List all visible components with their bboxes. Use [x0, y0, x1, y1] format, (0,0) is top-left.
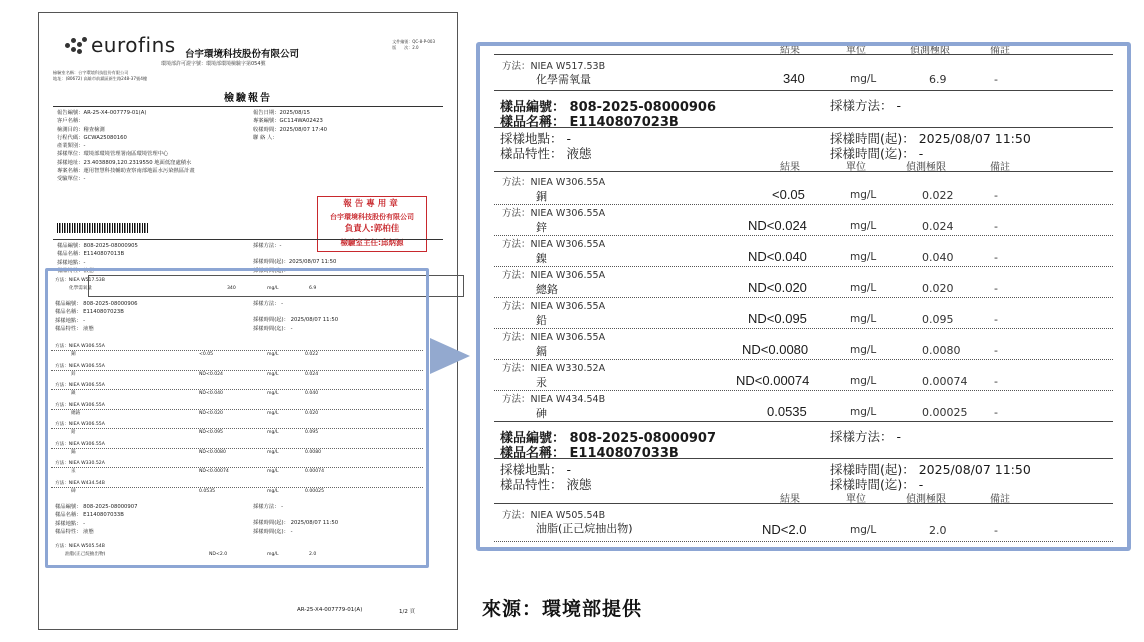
cod-item: 化學需氧量 [536, 73, 591, 86]
row-result: ND<0.020 [748, 280, 807, 295]
row-item: 鎳 [536, 252, 547, 265]
mini-row-result: <0.05 [199, 352, 214, 357]
mini-row-limit: 0.020 [305, 410, 319, 416]
doc-number: 文件編號：QC-8-P-003 版 次：2.0 [392, 39, 435, 50]
mini-sample-905: 樣品編號：808-2025-08000905 樣品名稱：E1140807013B 採樣地點：- 樣品特性：液態 [57, 243, 138, 274]
row-note: - [994, 282, 998, 295]
logo-dots-icon [65, 36, 87, 54]
report-page: eurofins 台宇環境科技股份有限公司 環境部許可證字號：環境部環境檢驗字第054號 文件編號：QC-8-P-003 版 次：2.0 檢驗室名稱：台宇環境科技股份有限公司 地址：(80672) 高雄市前鎮區新生路248-37號4樓 檢驗報告 報告編號：AR-25-X4-007779-01(A) 客戶名稱： 檢測目的：稽查檢測 行程代碼：GCWA25080160 產業類別：- 採樣單位：環境部環境管理署南區環境管理中心 採樣地址：23.4038809,120.2319550 地面低窪處積水 專案名稱：運用智慧科技輔助查察南部地區水污染熱區計畫 受驗單位：- 報告日期：2025/08/15 專案編號：GC114WA02423 收樣時間：2025/08/07 17:40 聯 絡 人： 報告專用章 台宇環境科技股份有限公司 負責人:郭柏佳 檢驗室主任:邱炳源 樣品編號：808-2025-08000905 樣品名稱：E1140807013B 採樣地點：- 樣品特性：液態 採樣方法：- 採樣時間(起)：2025/08/07 11:50 採樣時間(迄)：- 方法：NIEA W517.53B 化學需氧量 340 mg/L 6.9 樣品編號： 808-2025-08000906 樣品名稱： E1140807023B 採樣地點： - 樣品特性： 液態 採樣方法： - 採樣時間(起)： 2025/08/07 11:50 採樣時間(迄)： - 方法：NIEA W306.55A 銅 <0.05 mg/L 0.022 方法：NIEA W306.55A 鋅 ND<0.024 mg/L 0.024 方法：NIEA W306.55A 鎳 ND<0.040 mg/L 0.040 方法：NIEA W306.55A 總鉻 ND<0.020 mg/L 0.020 方法：NIEA W306.55A 鉛 ND<0.095 mg/L 0.095 方法：NIEA W306.55A 鎘 ND<0.0080 mg/L 0.0080 方法：NIEA W330.52A 汞 ND<0.00074 mg/L 0.00074 方法：NIEA W434.54B 砷 0.0535 mg/L 0.00025 樣品編號： 808-2025-08000907 樣品名稱： E1140807033B 採樣地點： - 樣品特性： 液態 採樣方法： - 採樣時間(起)： 2025/08/07 11:50 採樣時間(迄)： - 方法：NIEA W505.54B 油脂(正己烷抽出物) ND<2.0 mg/L 2.0 AR-25-X4-007779-01(A) 1/2 頁 [38, 12, 458, 630]
mini-row-limit: 0.095 [305, 430, 319, 435]
mini-row-method: 方法：NIEA W306.55A [55, 422, 105, 427]
row-limit: 0.0080 [922, 344, 961, 357]
lab-address: 檢驗室名稱：台宇環境科技股份有限公司 地址：(80672) 高雄市前鎮區新生路248-37號4樓 [53, 70, 148, 81]
row-method: 方法：NIEA W306.55A [502, 177, 606, 188]
row-result: ND<0.00074 [736, 373, 810, 388]
mini-cod: 方法：NIEA W517.53B 化學需氧量 [55, 278, 105, 292]
zoomed-section: 結果 單位 偵測極限 備註 方法：NIEA W517.53B 化學需氧量 340 mg/L 6.9 - 樣品編號： 808-2025-08000906 樣品名稱： E1140807023B 採樣方法： - 採樣地點： - 樣品特性： 液態 採樣時間(起)： 2025/08/07 11:50 採樣時間(迄)： - 結果 單位 偵測極限 備註 方法：NIEA W306.55A 銅 <0.05 mg/L 0.022 - 方法：NIEA W306.55A 鋅 ND<0.024 mg/L 0.024 - 方法：NIEA W306.55A 鎳 ND<0.040 mg/L 0.040 - 方法：NIEA W306.55A 總鉻 ND<0.020 mg/L 0.020 - 方法：NIEA W306.55A 鉛 ND<0.095 mg/L 0.095 - 方法：NIEA W306.55A 鎘 ND<0.0080 mg/L 0.0080 - 方法：NIEA W330.52A 汞 ND<0.00074 mg/L 0.00074 - 方法：NIEA W434.54B 砷 0.0535 mg/L 0.00025 - 樣品編號： 808-2025-08000907 樣品名稱： E1140807033B 採樣方法： - 採樣地點： - 樣品特性： 液態 採樣時間(起)： 2025/08/07 11:50 採樣時間(迄)： - 結果 單位 偵測極限 備註 方法：NIEA W505.54B 油脂(正己烷抽出物) ND<2.0 mg/L 2.0 - [476, 42, 1131, 551]
mini-row-result: ND<0.0080 [199, 449, 226, 455]
row-unit: mg/L [850, 189, 877, 201]
row-item: 鉛 [536, 314, 547, 327]
mini-row-method: 方法：NIEA W330.52A [55, 461, 105, 466]
sample-a-name: 樣品名稱： E1140807023B [500, 115, 679, 130]
row-note: - [994, 189, 998, 202]
mini-row-result: ND<0.040 [199, 391, 223, 396]
row-result: ND<0.040 [748, 249, 807, 264]
row-item: 銅 [536, 190, 547, 203]
mini-row-item: 汞 [71, 469, 76, 474]
footer-report-no: AR-25-X4-007779-01(A) [297, 607, 363, 613]
row-method: 方法：NIEA W306.55A [502, 239, 606, 250]
oil-method: 方法：NIEA W505.54B [502, 510, 606, 521]
mini-row-method: 方法：NIEA W306.55A [55, 344, 105, 349]
mini-row-limit: 0.040 [305, 391, 319, 396]
logo-text: eurofins [91, 33, 176, 57]
row-limit: 0.040 [922, 251, 954, 264]
mini-row-result: ND<0.020 [199, 410, 223, 416]
row-unit: mg/L [850, 375, 877, 387]
report-right-fields: 報告日期：2025/08/15 專案編號：GC114WA02423 收樣時間：2025/08/07 17:40 聯 絡 人： [253, 110, 327, 141]
mini-row-method: 方法：NIEA W306.55A [55, 383, 105, 388]
mini-row-unit: mg/L [267, 469, 279, 474]
row-unit: mg/L [850, 344, 877, 356]
mini-row-result: ND<0.024 [199, 371, 223, 377]
cod-method: 方法：NIEA W517.53B [502, 61, 606, 72]
barcode [57, 223, 149, 233]
sample-b-method: 採樣方法： - [830, 429, 901, 444]
cod-result: 340 [783, 71, 805, 86]
mini-row-result: 0.0535 [199, 488, 216, 494]
row-unit: mg/L [850, 282, 877, 294]
mini-row-item: 銅 [71, 352, 76, 357]
arrow-right-icon [430, 338, 470, 374]
row-limit: 0.00074 [922, 375, 968, 388]
row-unit: mg/L [850, 251, 877, 263]
mini-sample-906: 樣品編號： 808-2025-08000906 樣品名稱： E1140807023B 採樣地點： - 樣品特性： 液態 [55, 301, 138, 332]
mini-row-item: 鉛 [71, 430, 76, 435]
mini-row-item: 砷 [71, 488, 76, 494]
mini-row-item: 總鉻 [71, 410, 81, 416]
mini-row-limit: 0.0080 [305, 449, 322, 455]
report-left-fields: 報告編號：AR-25-X4-007779-01(A) 客戶名稱： 檢測目的：稽查檢測 行程代碼：GCWA25080160 產業類別：- 採樣單位：環境部環境管理署南區環境管理中心 採樣地址：23.4038809,120.2319550 地面低窪處積水 專案名稱：運用智慧科技輔助查察南部地區水污染熱區計畫 受驗單位：- [57, 110, 195, 183]
report-title: 檢驗報告 [224, 93, 272, 104]
row-item: 鋅 [536, 221, 547, 234]
mini-row-unit: mg/L [267, 488, 279, 494]
row-result: ND<0.024 [748, 218, 807, 233]
mini-sample-905-right: 採樣方法：- 採樣時間(起)：2025/08/07 11:50 採樣時間(迄)：- [253, 243, 337, 274]
mini-row-method: 方法：NIEA W306.55A [55, 402, 105, 408]
mini-row-method: 方法：NIEA W306.55A [55, 363, 105, 369]
mini-row-unit: mg/L [267, 410, 279, 416]
mini-row-unit: mg/L [267, 430, 279, 435]
row-method: 方法：NIEA W306.55A [502, 301, 606, 312]
mini-row-item: 鋅 [71, 371, 76, 377]
mini-row-unit: mg/L [267, 352, 279, 357]
mini-row-unit: mg/L [267, 371, 279, 377]
footer-page: 1/2 頁 [399, 609, 416, 615]
row-method: 方法：NIEA W306.55A [502, 332, 606, 343]
row-note: - [994, 313, 998, 326]
row-item: 總鉻 [536, 283, 558, 296]
row-note: - [994, 220, 998, 233]
row-unit: mg/L [850, 406, 877, 418]
row-method: 方法：NIEA W330.52A [502, 363, 606, 374]
mini-row-limit: 0.00025 [305, 488, 324, 494]
mini-row-unit: mg/L [267, 449, 279, 455]
mini-row-limit: 0.00074 [305, 469, 324, 474]
mini-row-item: 鎘 [71, 449, 76, 455]
mini-row-limit: 0.022 [305, 352, 319, 357]
row-result: <0.05 [772, 187, 805, 202]
sample-b-id: 樣品編號： 808-2025-08000907 [500, 431, 716, 446]
mini-row-result: ND<0.00074 [199, 469, 229, 474]
row-method: 方法：NIEA W306.55A [502, 208, 606, 219]
mini-oil: 方法：NIEA W505.54B 油脂(正己烷抽出物) [55, 544, 106, 558]
row-limit: 0.022 [922, 189, 954, 202]
source-caption: 來源：環境部提供 [482, 598, 643, 620]
company-license: 環境部許可證字號：環境部環境檢驗字第054號 [161, 61, 266, 67]
sample-b-name: 樣品名稱： E1140807033B [500, 446, 679, 461]
row-item: 砷 [536, 407, 547, 420]
sample-a-id: 樣品編號： 808-2025-08000906 [500, 100, 716, 115]
row-note: - [994, 344, 998, 357]
row-limit: 0.00025 [922, 406, 968, 419]
sample-a-method: 採樣方法： - [830, 98, 901, 113]
mini-row-limit: 0.024 [305, 371, 319, 377]
eurofins-logo [65, 33, 176, 57]
mini-row-method: 方法：NIEA W306.55A [55, 441, 105, 447]
row-limit: 0.020 [922, 282, 954, 295]
mini-row-result: ND<0.095 [199, 430, 223, 435]
mini-row-unit: mg/L [267, 391, 279, 396]
mini-row-item: 鎳 [71, 391, 76, 396]
row-note: - [994, 375, 998, 388]
row-limit: 0.024 [922, 220, 954, 233]
mini-row-method: 方法：NIEA W434.54B [55, 480, 105, 486]
row-item: 鎘 [536, 345, 547, 358]
oil-result: ND<2.0 [762, 522, 807, 537]
oil-item: 油脂(正己烷抽出物) [536, 522, 633, 535]
report-stamp: 報告專用章 台宇環境科技股份有限公司 負責人:郭柏佳 檢驗室主任:邱炳源 [317, 196, 427, 252]
row-item: 汞 [536, 376, 547, 389]
row-result: ND<0.0080 [742, 342, 809, 357]
row-unit: mg/L [850, 220, 877, 232]
row-unit: mg/L [850, 313, 877, 325]
mini-sample-907: 樣品編號： 808-2025-08000907 樣品名稱： E1140807033B 採樣地點： - 樣品特性： 液態 [55, 504, 138, 535]
row-note: - [994, 406, 998, 419]
row-result: ND<0.095 [748, 311, 807, 326]
row-result: 0.0535 [767, 404, 807, 419]
row-limit: 0.095 [922, 313, 954, 326]
row-method: 方法：NIEA W434.54B [502, 394, 606, 405]
row-method: 方法：NIEA W306.55A [502, 270, 606, 281]
highlight-box [45, 268, 429, 568]
company-name: 台宇環境科技股份有限公司 [185, 49, 300, 60]
row-note: - [994, 251, 998, 264]
